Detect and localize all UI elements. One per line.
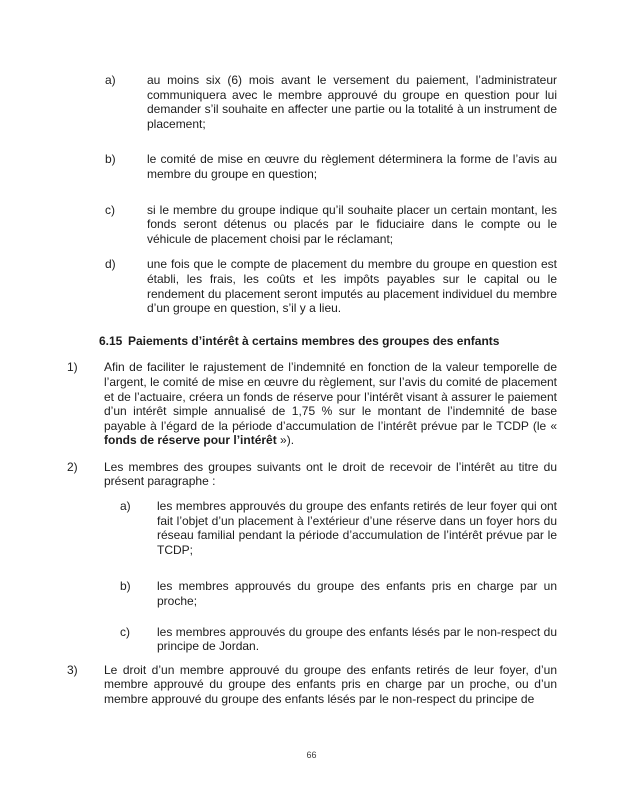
paragraph-text-after: »). — [276, 433, 295, 448]
numbered-paragraph — [0, 460, 623, 489]
list-item — [0, 257, 623, 315]
paragraph-text — [104, 360, 557, 448]
paragraph-number: 1) — [67, 360, 78, 375]
defined-term: fonds de réserve pour l’intérêt — [104, 433, 277, 448]
list-item-label: a) — [105, 73, 116, 87]
list-item-label: c) — [120, 624, 130, 639]
list-item-text: les membres approuvés du groupe des enfants pris en charge par un proche; — [157, 579, 557, 609]
list-item-label: d) — [105, 257, 116, 272]
list-item-text: au moins six (6) mois avant le versement du paiement, l’administrateur communiquera avec le membre approuvé du groupe en question pour lui demander s’il souhaite en affecter une partie ou la totalité à un instrument de placement; — [147, 73, 557, 131]
paragraph-text: Le droit d’un membre approuvé du groupe des enfants retirés de leur foyer, d’un membre approuvé du groupe des enfants pris en charge par un proche, ou d’un membre approuvé du groupe des enfants lésés par le non-respect du principe de — [104, 662, 557, 706]
list-item-label: c) — [105, 202, 115, 217]
list-item — [0, 152, 623, 181]
section-heading — [0, 334, 623, 349]
paragraph-number: 2) — [67, 459, 78, 474]
list-item-text: si le membre du groupe indique qu’il souhaite placer un certain montant, les fonds seront détenus ou placés par le fiduciaire dans le compte ou le véhicule de placement choisi par le réclamant; — [147, 202, 557, 246]
list-item — [0, 625, 623, 654]
list-item — [0, 73, 623, 131]
paragraph-number: 3) — [67, 662, 78, 677]
section-title: Paiements d’intérêt à certains membres des groupes des enfants — [128, 333, 500, 348]
list-item — [0, 499, 623, 557]
section-number: 6.15 — [99, 333, 123, 348]
list-item — [0, 203, 623, 247]
list-item — [0, 579, 623, 608]
paragraph-text-before: Afin de faciliter le rajustement de l’indemnité en fonction de la valeur temporelle de l’argent, le comité de mise en œuvre du règlement, sur l’avis du comité de placement et de l’actuaire, créera un fonds de réserve pour l’intérêt visant à assurer le paiement d’un intérêt simple annualisé de 1,75 % sur le montant de l’indemnité de base payable à l’égard de la période d’accumulation de l’intérêt prévue par le TCDP (le « — [104, 360, 557, 433]
list-item-label: b) — [105, 152, 116, 167]
list-item-text: les membres approuvés du groupe des enfants lésés par le non-respect du principe de Jordan. — [157, 624, 557, 654]
list-item-text: le comité de mise en œuvre du règlement déterminera la forme de l’avis au membre du groupe en question; — [147, 152, 557, 181]
paragraph-text: Les membres des groupes suivants ont le droit de recevoir de l’intérêt au titre du présent paragraphe : — [104, 459, 557, 489]
list-item-text: les membres approuvés du groupe des enfants retirés de leur foyer qui ont fait l’objet d’un placement à l’extérieur d’une réserve dans un foyer hors du réseau familial pendant la période d’accumulation de l’intérêt prévue par le TCDP; — [157, 499, 557, 557]
list-item-label: b) — [120, 579, 131, 594]
page-number: 66 — [306, 750, 317, 760]
list-item-label: a) — [120, 499, 131, 514]
list-item-text: une fois que le compte de placement du membre du groupe en question est établi, les frais, les coûts et les impôts payables sur le capital ou le rendement du placement seront imputés au placement individuel du membre d’un groupe en question, s’il y a lieu. — [147, 257, 557, 316]
numbered-paragraph — [0, 663, 623, 707]
numbered-paragraph — [0, 360, 623, 448]
